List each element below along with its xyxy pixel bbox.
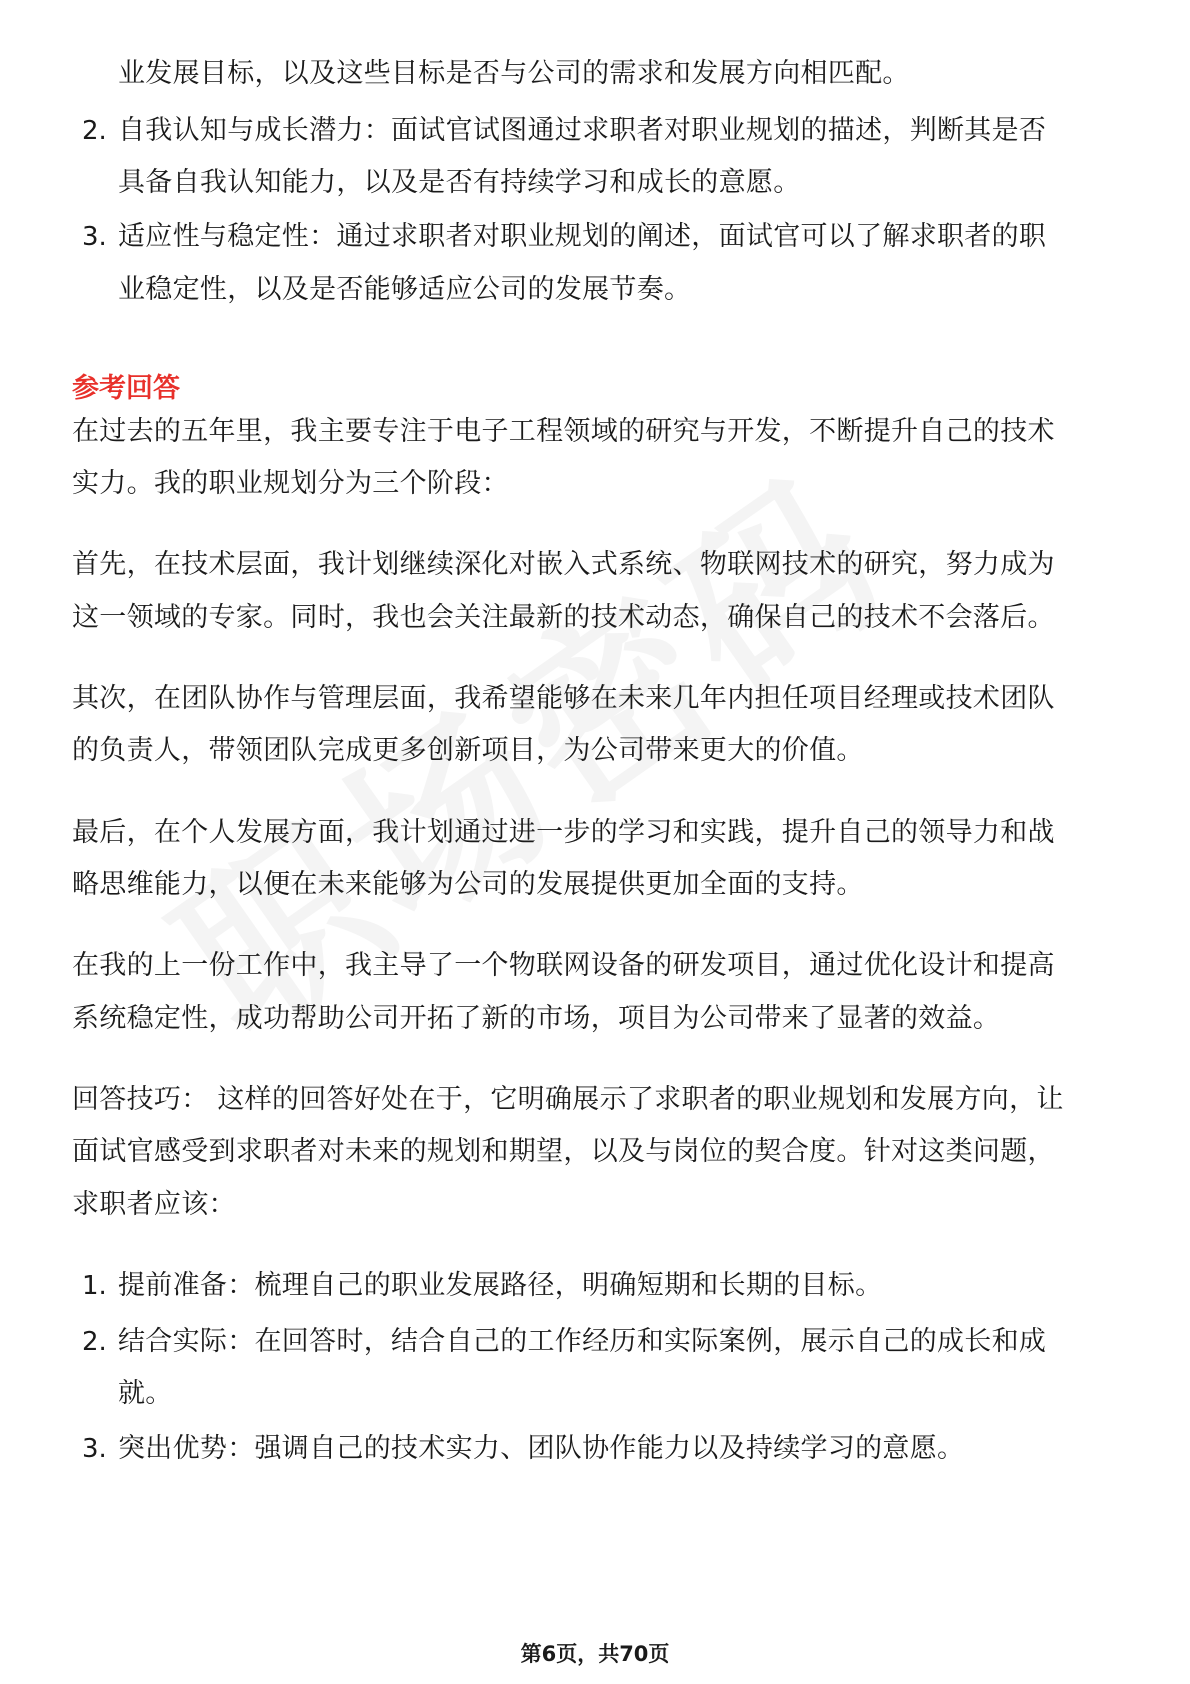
paragraph-line: 求职者应该： (72, 1189, 236, 1220)
paragraph-line: 在过去的五年里，我主要专注于电子工程领域的研究与开发，不断提升自己的技术 (72, 416, 1055, 447)
paragraph-line: 在我的上一份工作中，我主导了一个物联网设备的研发项目，通过优化设计和提高 (72, 950, 1055, 981)
list-item-line: 适应性与稳定性：通过求职者对职业规划的阐述，面试官可以了解求职者的职 (118, 221, 1047, 252)
list-item-line: 自我认知与成长潜力：面试官试图通过求职者对职业规划的描述，判断其是否 (118, 115, 1047, 146)
list-item-line: 就。 (118, 1378, 173, 1409)
section-title: 参考回答 (72, 373, 180, 404)
paragraph-line: 最后，在个人发展方面，我计划通过进一步的学习和实践，提升自己的领导力和战 (72, 817, 1055, 848)
page-footer: 第6页，共70页 (520, 1642, 670, 1666)
list-item-number: 2. (82, 1327, 107, 1357)
list-item-number: 3. (82, 1434, 107, 1464)
list-item-continuation-line: 业发展目标，以及这些目标是否与公司的需求和发展方向相匹配。 (118, 58, 910, 89)
paragraph-line: 这一领域的专家。同时，我也会关注最新的技术动态，确保自己的技术不会落后。 (72, 602, 1055, 633)
paragraph-line: 回答技巧： 这样的回答好处在于，它明确展示了求职者的职业规划和发展方向，让 (72, 1084, 1064, 1115)
list-item-number: 1. (82, 1271, 107, 1301)
list-item-number: 2. (82, 116, 107, 146)
list-item-line: 业稳定性，以及是否能够适应公司的发展节奏。 (118, 274, 692, 305)
paragraph-line: 其次，在团队协作与管理层面，我希望能够在未来几年内担任项目经理或技术团队 (72, 683, 1055, 714)
list-item-number: 3. (82, 222, 107, 252)
list-item-line: 结合实际：在回答时，结合自己的工作经历和实际案例，展示自己的成长和成 (118, 1326, 1047, 1357)
paragraph-line: 首先，在技术层面，我计划继续深化对嵌入式系统、物联网技术的研究，努力成为 (72, 549, 1055, 580)
paragraph-line: 面试官感受到求职者对未来的规划和期望，以及与岗位的契合度。针对这类问题， (72, 1136, 1055, 1167)
list-item-line: 提前准备：梳理自己的职业发展路径，明确短期和长期的目标。 (118, 1270, 883, 1301)
paragraph-line: 的负责人，带领团队完成更多创新项目，为公司带来更大的价值。 (72, 735, 864, 766)
list-item-line: 突出优势：强调自己的技术实力、团队协作能力以及持续学习的意愿。 (118, 1433, 965, 1464)
paragraph-line: 略思维能力，以便在未来能够为公司的发展提供更加全面的支持。 (72, 869, 864, 900)
paragraph-line: 系统稳定性，成功帮助公司开拓了新的市场，项目为公司带来了显著的效益。 (72, 1003, 1001, 1034)
paragraph-line: 实力。我的职业规划分为三个阶段： (72, 468, 509, 499)
list-item-line: 具备自我认知能力，以及是否有持续学习和成长的意愿。 (118, 167, 801, 198)
